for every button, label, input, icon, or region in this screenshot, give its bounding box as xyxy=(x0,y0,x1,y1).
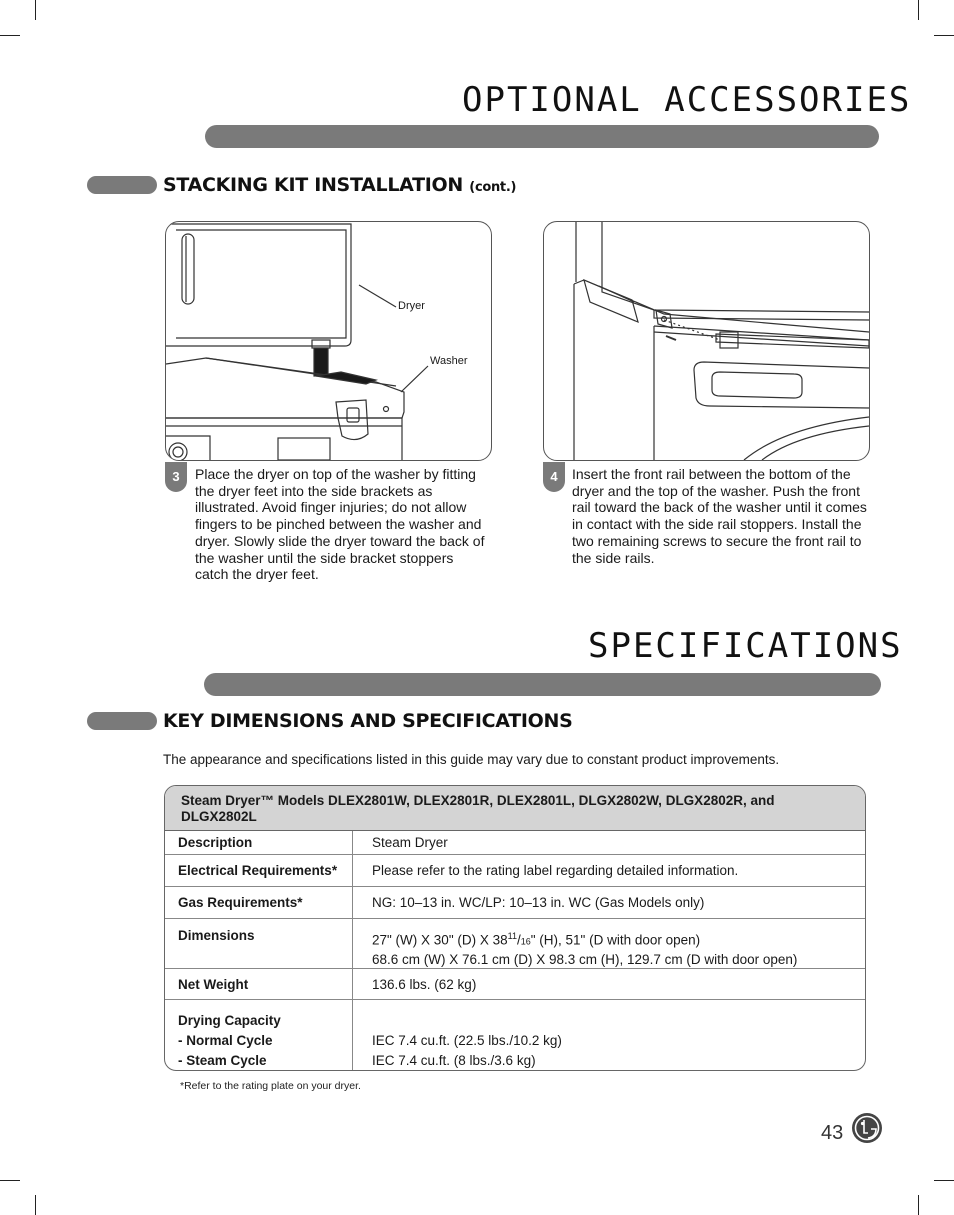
table-row xyxy=(165,969,865,1000)
footnote: *Refer to the rating plate on your dryer. xyxy=(180,1080,361,1092)
callout-washer-label: Washer xyxy=(430,355,468,367)
table-row xyxy=(165,919,865,969)
normal-cycle-label: - Normal Cycle xyxy=(178,1033,273,1048)
crop-mark xyxy=(35,1195,36,1215)
crop-mark xyxy=(934,1180,954,1181)
subhead-pill xyxy=(87,176,157,194)
row-label: Net Weight xyxy=(165,969,353,999)
crop-mark xyxy=(0,35,20,36)
subhead-suffix: (cont.) xyxy=(469,180,517,195)
row-label: Electrical Requirements* xyxy=(165,855,353,886)
fraction-numerator: 11 xyxy=(507,931,517,941)
normal-cycle-value: IEC 7.4 cu.ft. (22.5 lbs./10.2 kg) xyxy=(372,1033,562,1048)
table-row xyxy=(165,831,865,855)
specifications-table xyxy=(164,785,866,1071)
section-title-specifications: SPECIFICATIONS xyxy=(588,626,903,666)
front-rail-illustration xyxy=(544,222,869,460)
callout-dryer-label: Dryer xyxy=(398,300,425,312)
page-number: 43 xyxy=(821,1122,844,1144)
row-label: Gas Requirements* xyxy=(165,887,353,918)
subhead-text: STACKING KIT INSTALLATION xyxy=(163,174,463,196)
crop-mark xyxy=(934,35,954,36)
subhead-pill xyxy=(87,712,157,730)
subhead-key-dimensions: KEY DIMENSIONS AND SPECIFICATIONS xyxy=(163,710,573,732)
step-4-text: Insert the front rail between the bottom of the dryer and the top of the washer. Push the front rail toward the back of the washer until it comes in contact with the side rail stoppers. Install the two remaining screws to secure the front rail to the side rails. xyxy=(572,466,867,566)
row-value: NG: 10–13 in. WC/LP: 10–13 in. WC (Gas Models only) xyxy=(372,895,705,910)
crop-mark xyxy=(0,1180,20,1181)
table-header: Steam Dryer™ Models DLEX2801W, DLEX2801R, DLEX2801L, DLGX2802W, DLGX2802R, and DLGX2802L xyxy=(165,786,865,831)
crop-mark xyxy=(918,0,919,20)
specifications-intro: The appearance and specifications listed in this guide may vary due to constant product improvements. xyxy=(163,752,780,767)
lg-logo-icon xyxy=(851,1112,883,1144)
row-label-capacity xyxy=(165,1000,353,1071)
section-title-bar xyxy=(204,673,881,696)
section-title-optional-accessories: OPTIONAL ACCESSORIES xyxy=(462,80,912,120)
capacity-label: Drying Capacity xyxy=(178,1013,281,1028)
fraction-denominator: 16 xyxy=(520,936,531,947)
dimensions-metric: 68.6 cm (W) X 76.1 cm (D) X 98.3 cm (H), 129.7 cm (D with door open) xyxy=(372,951,798,967)
dryer-washer-illustration xyxy=(166,222,491,460)
row-label: Description xyxy=(165,831,353,855)
dimensions-imperial-pre: 27" (W) X 30" (D) X 38 xyxy=(372,932,508,948)
subhead-stacking-kit xyxy=(163,174,516,196)
step-3-illustration xyxy=(165,221,492,461)
step-4-badge: 4 xyxy=(543,462,565,492)
table-row xyxy=(165,1000,865,1071)
row-value-dimensions: 27" (W) X 30" (D) X $38^{11}/16$" (H), 51" (D with door open) 68.6 cm (W) X 76.1 cm (D) X 98.3 cm (H), 129.7 cm (D with door open) xyxy=(372,931,798,967)
table-row xyxy=(165,887,865,919)
crop-mark xyxy=(35,0,36,20)
dimensions-imperial-post: " (H), 51" (D with door open) xyxy=(530,932,701,948)
row-value: Please refer to the rating label regarding detailed information. xyxy=(372,863,739,878)
steam-cycle-label: - Steam Cycle xyxy=(178,1053,267,1068)
row-value: Steam Dryer xyxy=(372,834,448,850)
section-title-bar xyxy=(205,125,879,148)
table-row xyxy=(165,855,865,887)
step-3-text: Place the dryer on top of the washer by fitting the dryer feet into the side brackets as illustrated. Avoid finger injuries; do not allow fingers to be pinched between the washer and dryer. Slowly slide the dryer toward the back of the washer until the side bracket stoppers catch the dryer feet. xyxy=(195,466,485,583)
row-value: 136.6 lbs. (62 kg) xyxy=(372,977,477,992)
crop-mark xyxy=(918,1195,919,1215)
step-4-illustration xyxy=(543,221,870,461)
steam-cycle-value: IEC 7.4 cu.ft. (8 lbs./3.6 kg) xyxy=(372,1053,536,1068)
row-label: Dimensions xyxy=(165,919,353,968)
row-value-capacity xyxy=(353,1000,865,1071)
step-3-badge: 3 xyxy=(165,462,187,492)
